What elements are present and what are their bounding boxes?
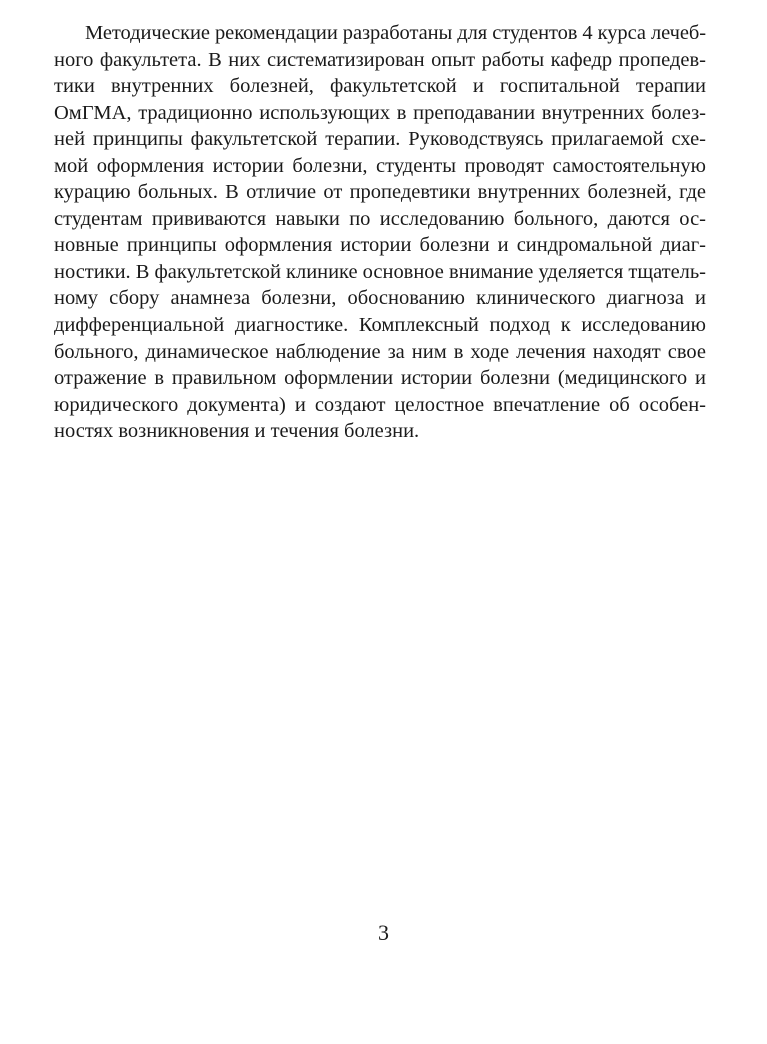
paragraph-line-3: тики внутренних болезней, факультетской и госпитальной терапии [54,75,706,98]
paragraph-line-2: ного факультета. В них систематизирован опыт работы кафедр пропедев- [54,48,706,71]
paragraph-line-12: дифференциальной диагностике. Комплексный подход к исследованию [54,314,706,337]
paragraph-line-9: новные принципы оформления истории болезни и синдромальной диаг- [54,234,706,257]
paragraph-line-13: больного, динамическое наблюдение за ним в ходе лечения находят свое [54,340,706,363]
paragraph-line-7: курацию больных. В отличие от пропедевтики внутренних болезней, где [54,181,706,204]
paragraph-line-4: ОмГМА, традиционно использующих в преподавании внутренних болез- [54,101,706,124]
page-number: 3 [378,920,389,945]
paragraph-line-11: ному сбору анамнеза болезни, обоснованию клинического диагноза и [54,287,706,310]
paragraph-line-16: ностях возникновения и течения болезни. [54,420,420,443]
paragraph-line-15: юридического документа) и создают целостное впечатление об особен- [54,393,706,416]
paragraph-line-14: отражение в правильном оформлении истории болезни (медицинского и [54,367,706,390]
paragraph-line-8: студентам прививаются навыки по исследованию больного, даются ос- [54,207,706,230]
paragraph-line-6: мой оформления истории болезни, студенты проводят самостоятельную [54,154,706,177]
body-paragraph [54,20,706,445]
paragraph-line-1: Методические рекомендации разработаны для студентов 4 курса лечеб- [85,22,706,44]
paragraph-line-5: ней принципы факультетской терапии. Руководствуясь прилагаемой схе- [54,128,706,151]
paragraph-line-10: ностики. В факультетской клинике основное внимание уделяется тщатель- [54,260,706,283]
